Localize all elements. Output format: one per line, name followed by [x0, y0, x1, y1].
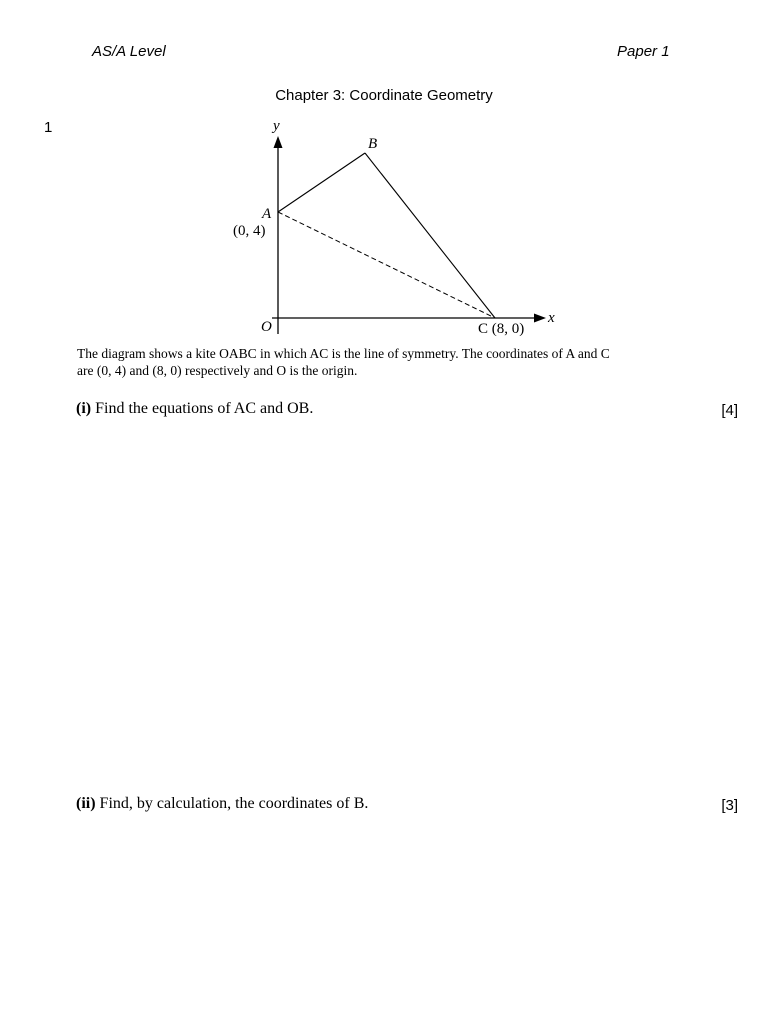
chapter-title: Chapter 3: Coordinate Geometry — [275, 87, 493, 104]
part-ii-marks: [3] — [721, 797, 738, 814]
point-a-label: A — [262, 206, 272, 222]
side-ab — [278, 153, 365, 212]
point-c-label: C (8, 0) — [478, 321, 525, 337]
point-a-coords: (0, 4) — [233, 223, 266, 239]
x-axis-arrow — [534, 314, 546, 323]
x-axis-label: x — [548, 310, 555, 326]
y-axis-arrow — [274, 136, 283, 148]
y-axis-label: y — [273, 118, 280, 134]
part-i — [76, 400, 313, 418]
part-i-text: Find the equations of AC and OB. — [95, 400, 314, 417]
line-ac-dashed — [278, 212, 495, 318]
description-line-2: are (0, 4) and (8, 0) respectively and O is the origin. — [77, 363, 358, 378]
side-bc — [365, 153, 495, 318]
header-left: AS/A Level — [92, 43, 166, 60]
question-number: 1 — [44, 119, 53, 136]
point-b-label: B — [368, 136, 378, 152]
part-ii-text: Find, by calculation, the coordinates of B. — [99, 795, 369, 812]
question-description — [77, 345, 677, 379]
description-line-1: The diagram shows a kite OABC in which AC is the line of symmetry. The coordinates of A and C — [77, 346, 610, 361]
part-ii-label: (ii) — [76, 795, 96, 812]
part-ii — [76, 795, 368, 813]
part-i-label: (i) — [76, 400, 92, 417]
kite-diagram — [0, 0, 768, 345]
header-right: Paper 1 — [617, 43, 670, 60]
origin-label: O — [261, 319, 272, 335]
part-i-marks: [4] — [721, 402, 738, 419]
